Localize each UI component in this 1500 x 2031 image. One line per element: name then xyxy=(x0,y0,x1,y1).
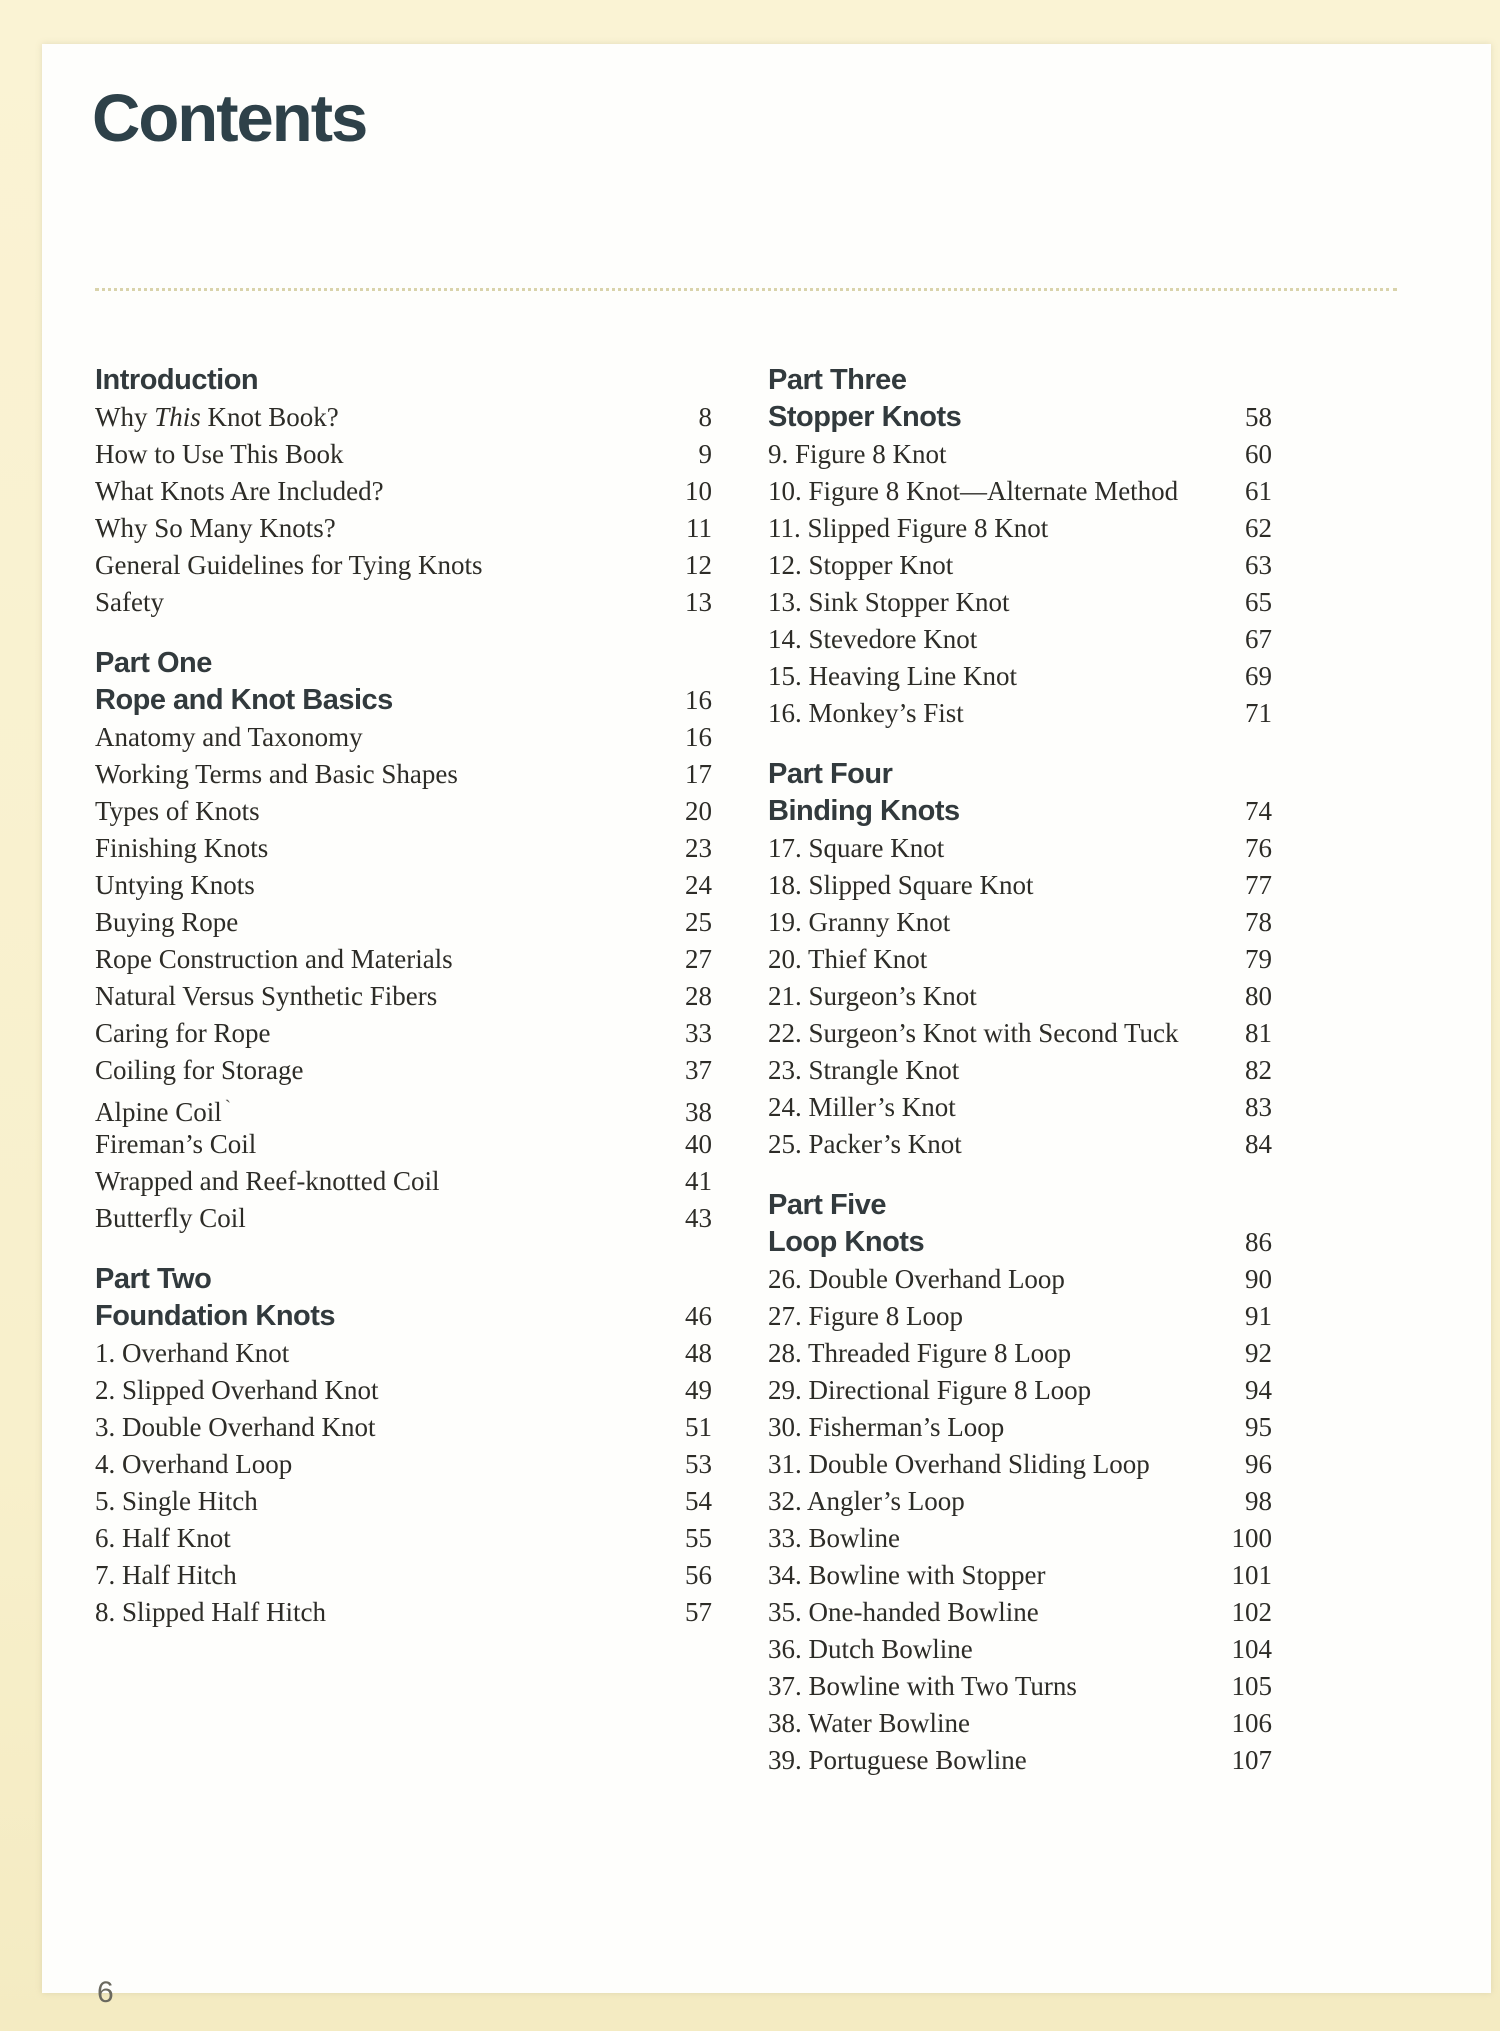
toc-item-row xyxy=(95,830,712,867)
toc-item-page-number: 96 xyxy=(1245,1449,1272,1479)
toc-item-page-number: 77 xyxy=(1245,870,1272,900)
toc-item-label: 10. Figure 8 Knot—Alternate Method xyxy=(768,476,1179,506)
toc-item-row xyxy=(95,1163,712,1200)
toc-item-row xyxy=(768,1126,1272,1163)
toc-item-row xyxy=(95,1200,712,1237)
toc-item-page-number: 107 xyxy=(1231,1745,1272,1775)
toc-item-page-number: 106 xyxy=(1231,1708,1272,1738)
toc-item-row xyxy=(768,978,1272,1015)
toc-item-label: Why So Many Knots? xyxy=(95,513,336,543)
toc-item-page-number: 92 xyxy=(1245,1338,1272,1368)
toc-section-heading-row xyxy=(768,399,1272,436)
toc-item-page-number: 56 xyxy=(685,1560,712,1590)
toc-section-heading: Part Four xyxy=(768,758,893,790)
toc-section-page-number: 16 xyxy=(685,685,712,715)
toc-section-heading-row xyxy=(768,756,1272,793)
toc-item-row xyxy=(768,1089,1272,1126)
toc-item-label: 4. Overhand Loop xyxy=(95,1449,293,1479)
toc-item-label: How to Use This Book xyxy=(95,439,344,469)
toc-item-label: 21. Surgeon’s Knot xyxy=(768,981,977,1011)
toc-section-heading-row xyxy=(768,1224,1272,1261)
toc-section-heading: Stopper Knots xyxy=(768,401,962,433)
toc-item-label: Finishing Knots xyxy=(95,833,269,863)
toc-item-row xyxy=(95,1446,712,1483)
toc-item-row xyxy=(95,1335,712,1372)
toc-item-label: 14. Stevedore Knot xyxy=(768,624,978,654)
toc-item-label: 35. One-handed Bowline xyxy=(768,1597,1039,1627)
toc-item-page-number: 24 xyxy=(685,870,712,900)
toc-item-label: 11. Slipped Figure 8 Knot xyxy=(768,513,1049,543)
toc-item-label-segment: Knot Book? xyxy=(200,402,339,432)
toc-item-label: 20. Thief Knot xyxy=(768,944,928,974)
paper-sheet xyxy=(42,44,1491,1993)
toc-section xyxy=(95,645,712,1237)
toc-item-page-number: 25 xyxy=(685,907,712,937)
toc-item-label: Buying Rope xyxy=(95,907,239,937)
toc-item-row xyxy=(95,399,712,436)
dotted-separator xyxy=(95,288,1397,291)
toc-item-row xyxy=(768,436,1272,473)
toc-item-page-number: 95 xyxy=(1245,1412,1272,1442)
toc-section-heading-row xyxy=(95,1298,712,1335)
toc-item-page-number: 28 xyxy=(685,981,712,1011)
toc-item-label: 38. Water Bowline xyxy=(768,1708,971,1738)
toc-item-label: 2. Slipped Overhand Knot xyxy=(95,1375,379,1405)
toc-item-label: Butterfly Coil xyxy=(95,1203,246,1233)
stray-accent-mark: ` xyxy=(224,1097,232,1118)
toc-item-label xyxy=(95,399,339,436)
toc-section-heading-row xyxy=(95,682,712,719)
toc-item-row xyxy=(768,1409,1272,1446)
toc-item-page-number: 83 xyxy=(1245,1092,1272,1122)
toc-item-label-italic: This xyxy=(154,402,201,432)
toc-item-page-number: 98 xyxy=(1245,1486,1272,1516)
toc-item-page-number: 9 xyxy=(698,439,712,469)
toc-item-row xyxy=(768,1631,1272,1668)
toc-item-label: 32. Angler’s Loop xyxy=(768,1486,965,1516)
toc-item-label: Working Terms and Basic Shapes xyxy=(95,759,458,789)
toc-item-label: Safety xyxy=(95,587,164,617)
toc-item-page-number: 71 xyxy=(1245,698,1272,728)
toc-item-row xyxy=(768,830,1272,867)
toc-section-heading: Part Three xyxy=(768,364,907,396)
toc-item-label: Natural Versus Synthetic Fibers xyxy=(95,981,438,1011)
toc-item-row xyxy=(768,1015,1272,1052)
toc-item-row xyxy=(768,1446,1272,1483)
toc-item-page-number: 55 xyxy=(685,1523,712,1553)
toc-item-page-number: 65 xyxy=(1245,587,1272,617)
toc-item-row xyxy=(95,793,712,830)
toc-item-row xyxy=(768,1261,1272,1298)
toc-item-row xyxy=(768,1594,1272,1631)
toc-item-row xyxy=(768,584,1272,621)
toc-item-label: 15. Heaving Line Knot xyxy=(768,661,1017,691)
toc-item-page-number: 62 xyxy=(1245,513,1272,543)
toc-item-page-number: 16 xyxy=(685,722,712,752)
toc-item-label: 36. Dutch Bowline xyxy=(768,1634,973,1664)
toc-item-label: 17. Square Knot xyxy=(768,833,945,863)
toc-item-row xyxy=(95,1483,712,1520)
toc-item-page-number: 53 xyxy=(685,1449,712,1479)
toc-item-page-number: 54 xyxy=(685,1486,712,1516)
toc-item-page-number: 101 xyxy=(1231,1560,1272,1590)
toc-item-page-number: 12 xyxy=(685,550,712,580)
toc-section-page-number: 74 xyxy=(1245,796,1272,826)
toc-section xyxy=(768,362,1272,732)
toc-item-label: 37. Bowline with Two Turns xyxy=(768,1671,1077,1701)
toc-section-heading: Part Five xyxy=(768,1189,886,1221)
toc-item-label: 31. Double Overhand Sliding Loop xyxy=(768,1449,1150,1479)
toc-section-page-number: 46 xyxy=(685,1301,712,1331)
toc-item-page-number: 57 xyxy=(685,1597,712,1627)
toc-section xyxy=(768,1187,1272,1779)
toc-item-page-number: 79 xyxy=(1245,944,1272,974)
toc-item-label: 39. Portuguese Bowline xyxy=(768,1745,1027,1775)
toc-item-label: Caring for Rope xyxy=(95,1018,271,1048)
toc-item-label: 16. Monkey’s Fist xyxy=(768,698,964,728)
toc-section-heading-row xyxy=(768,793,1272,830)
toc-item-row xyxy=(768,658,1272,695)
toc-item-row xyxy=(95,1089,712,1126)
toc-item-row xyxy=(768,941,1272,978)
toc-item-page-number: 61 xyxy=(1245,476,1272,506)
toc-section-heading-row xyxy=(768,1187,1272,1224)
toc-item-row xyxy=(768,473,1272,510)
toc-item-page-number: 41 xyxy=(685,1166,712,1196)
toc-section xyxy=(95,1261,712,1631)
toc-item-page-number: 76 xyxy=(1245,833,1272,863)
toc-item-page-number: 94 xyxy=(1245,1375,1272,1405)
toc-item-label: Fireman’s Coil xyxy=(95,1129,257,1159)
toc-section-heading-row xyxy=(768,362,1272,399)
toc-item-label: Wrapped and Reef-knotted Coil xyxy=(95,1166,440,1196)
toc-item-label: 27. Figure 8 Loop xyxy=(768,1301,963,1331)
toc-item-row xyxy=(95,1557,712,1594)
toc-item-label: What Knots Are Included? xyxy=(95,476,384,506)
toc-item-row xyxy=(768,1052,1272,1089)
toc-item-row xyxy=(95,510,712,547)
toc-item-page-number: 78 xyxy=(1245,907,1272,937)
toc-item-page-number: 43 xyxy=(685,1203,712,1233)
toc-item-page-number: 51 xyxy=(685,1412,712,1442)
toc-section-page-number: 86 xyxy=(1245,1227,1272,1257)
toc-item-page-number: 17 xyxy=(685,759,712,789)
toc-item-page-number: 49 xyxy=(685,1375,712,1405)
toc-item-label: 33. Bowline xyxy=(768,1523,900,1553)
toc-item-label: 24. Miller’s Knot xyxy=(768,1092,956,1122)
toc-section-page-number: 58 xyxy=(1245,402,1272,432)
page-title: Contents xyxy=(92,81,367,156)
toc-item-row xyxy=(768,1668,1272,1705)
toc-item-page-number: 67 xyxy=(1245,624,1272,654)
toc-section-heading: Loop Knots xyxy=(768,1226,925,1258)
toc-item-page-number: 11 xyxy=(686,513,712,543)
toc-item-row xyxy=(768,547,1272,584)
page-number-folio: 6 xyxy=(97,1976,114,2009)
toc-item-row xyxy=(768,1372,1272,1409)
toc-item-page-number: 20 xyxy=(685,796,712,826)
toc-item-page-number: 80 xyxy=(1245,981,1272,1011)
toc-section-heading: Part One xyxy=(95,647,212,679)
toc-item-label: 9. Figure 8 Knot xyxy=(768,439,947,469)
toc-item-label: 28. Threaded Figure 8 Loop xyxy=(768,1338,1072,1368)
toc-item-page-number: 90 xyxy=(1245,1264,1272,1294)
toc-item-page-number: 63 xyxy=(1245,550,1272,580)
toc-section-heading: Binding Knots xyxy=(768,795,960,827)
toc-item-label: Anatomy and Taxonomy xyxy=(95,722,363,752)
toc-item-row xyxy=(95,584,712,621)
toc-item-label: 7. Half Hitch xyxy=(95,1560,237,1590)
toc-item-row xyxy=(95,978,712,1015)
toc-item-row xyxy=(768,867,1272,904)
toc-item-label: 22. Surgeon’s Knot with Second Tuck xyxy=(768,1018,1179,1048)
toc-item-page-number: 13 xyxy=(685,587,712,617)
toc-item-row xyxy=(768,1298,1272,1335)
toc-item-row xyxy=(95,756,712,793)
toc-item-label: Types of Knots xyxy=(95,796,260,826)
toc-item-label: Rope Construction and Materials xyxy=(95,944,453,974)
toc-item-row xyxy=(95,436,712,473)
toc-section-heading: Foundation Knots xyxy=(95,1300,336,1332)
toc-column-right xyxy=(768,362,1272,1803)
toc-section-heading-row xyxy=(95,362,712,399)
toc-section xyxy=(95,362,712,621)
toc-item-row xyxy=(95,1015,712,1052)
toc-item-row xyxy=(768,1335,1272,1372)
toc-item-page-number: 100 xyxy=(1231,1523,1272,1553)
toc-item-row xyxy=(768,1705,1272,1742)
toc-item-row xyxy=(768,695,1272,732)
toc-item-label: 25. Packer’s Knot xyxy=(768,1129,962,1159)
toc-item-row xyxy=(95,1409,712,1446)
toc-item-label: Untying Knots xyxy=(95,870,255,900)
toc-item-label: General Guidelines for Tying Knots xyxy=(95,550,483,580)
toc-item-row xyxy=(768,1557,1272,1594)
toc-item-page-number: 81 xyxy=(1245,1018,1272,1048)
toc-item-label: 12. Stopper Knot xyxy=(768,550,954,580)
toc-item-row xyxy=(95,547,712,584)
toc-item-page-number: 102 xyxy=(1231,1597,1272,1627)
toc-item-page-number: 37 xyxy=(685,1055,712,1085)
toc-item-label: 30. Fisherman’s Loop xyxy=(768,1412,1005,1442)
toc-item-row xyxy=(95,1372,712,1409)
toc-item-row xyxy=(95,1594,712,1631)
toc-item-row xyxy=(95,1126,712,1163)
toc-item-row xyxy=(95,941,712,978)
toc-item-label: 23. Strangle Knot xyxy=(768,1055,960,1085)
toc-column-left xyxy=(95,362,712,1655)
toc-item-label: 18. Slipped Square Knot xyxy=(768,870,1034,900)
toc-section-heading: Introduction xyxy=(95,364,259,396)
toc-item-page-number: 38 xyxy=(685,1097,712,1127)
toc-item-page-number: 40 xyxy=(685,1129,712,1159)
toc-item-label: 34. Bowline with Stopper xyxy=(768,1560,1046,1590)
toc-item-row xyxy=(95,1052,712,1089)
toc-item-page-number: 33 xyxy=(685,1018,712,1048)
toc-item-page-number: 84 xyxy=(1245,1129,1272,1159)
toc-item-row xyxy=(768,1483,1272,1520)
toc-item-row xyxy=(95,719,712,756)
toc-item-row xyxy=(95,904,712,941)
toc-item-row xyxy=(768,904,1272,941)
toc-section-heading-row xyxy=(95,645,712,682)
toc-item-label: 6. Half Knot xyxy=(95,1523,231,1553)
toc-item-page-number: 60 xyxy=(1245,439,1272,469)
toc-item-row xyxy=(95,473,712,510)
toc-item-row xyxy=(768,510,1272,547)
toc-item-page-number: 48 xyxy=(685,1338,712,1368)
toc-item-page-number: 69 xyxy=(1245,661,1272,691)
toc-item-label: 8. Slipped Half Hitch xyxy=(95,1597,326,1627)
toc-item-page-number: 82 xyxy=(1245,1055,1272,1085)
toc-item-label-segment: Why xyxy=(95,402,155,432)
toc-item-row xyxy=(95,1520,712,1557)
toc-item-label: Coiling for Storage xyxy=(95,1055,304,1085)
toc-section-heading: Part Two xyxy=(95,1263,212,1295)
toc-section-heading: Rope and Knot Basics xyxy=(95,684,393,716)
toc-item-page-number: 10 xyxy=(685,476,712,506)
toc-item-page-number: 8 xyxy=(698,402,712,432)
toc-item-row xyxy=(768,1742,1272,1779)
toc-section-heading-row xyxy=(95,1261,712,1298)
toc-item-row xyxy=(768,1520,1272,1557)
toc-item-label: 26. Double Overhand Loop xyxy=(768,1264,1065,1294)
toc-item-row xyxy=(95,867,712,904)
toc-section xyxy=(768,756,1272,1163)
toc-item-page-number: 104 xyxy=(1231,1634,1272,1664)
toc-item-label: Alpine Coil ` xyxy=(95,1097,232,1127)
toc-item-page-number: 27 xyxy=(685,944,712,974)
toc-item-label: 13. Sink Stopper Knot xyxy=(768,587,1010,617)
toc-item-label: 19. Granny Knot xyxy=(768,907,951,937)
toc-item-label: 5. Single Hitch xyxy=(95,1486,258,1516)
toc-item-page-number: 91 xyxy=(1245,1301,1272,1331)
toc-item-row xyxy=(768,621,1272,658)
toc-item-page-number: 23 xyxy=(685,833,712,863)
toc-item-label: 3. Double Overhand Knot xyxy=(95,1412,376,1442)
toc-item-page-number: 105 xyxy=(1231,1671,1272,1701)
toc-item-label: 29. Directional Figure 8 Loop xyxy=(768,1375,1092,1405)
toc-item-label: 1. Overhand Knot xyxy=(95,1338,290,1368)
